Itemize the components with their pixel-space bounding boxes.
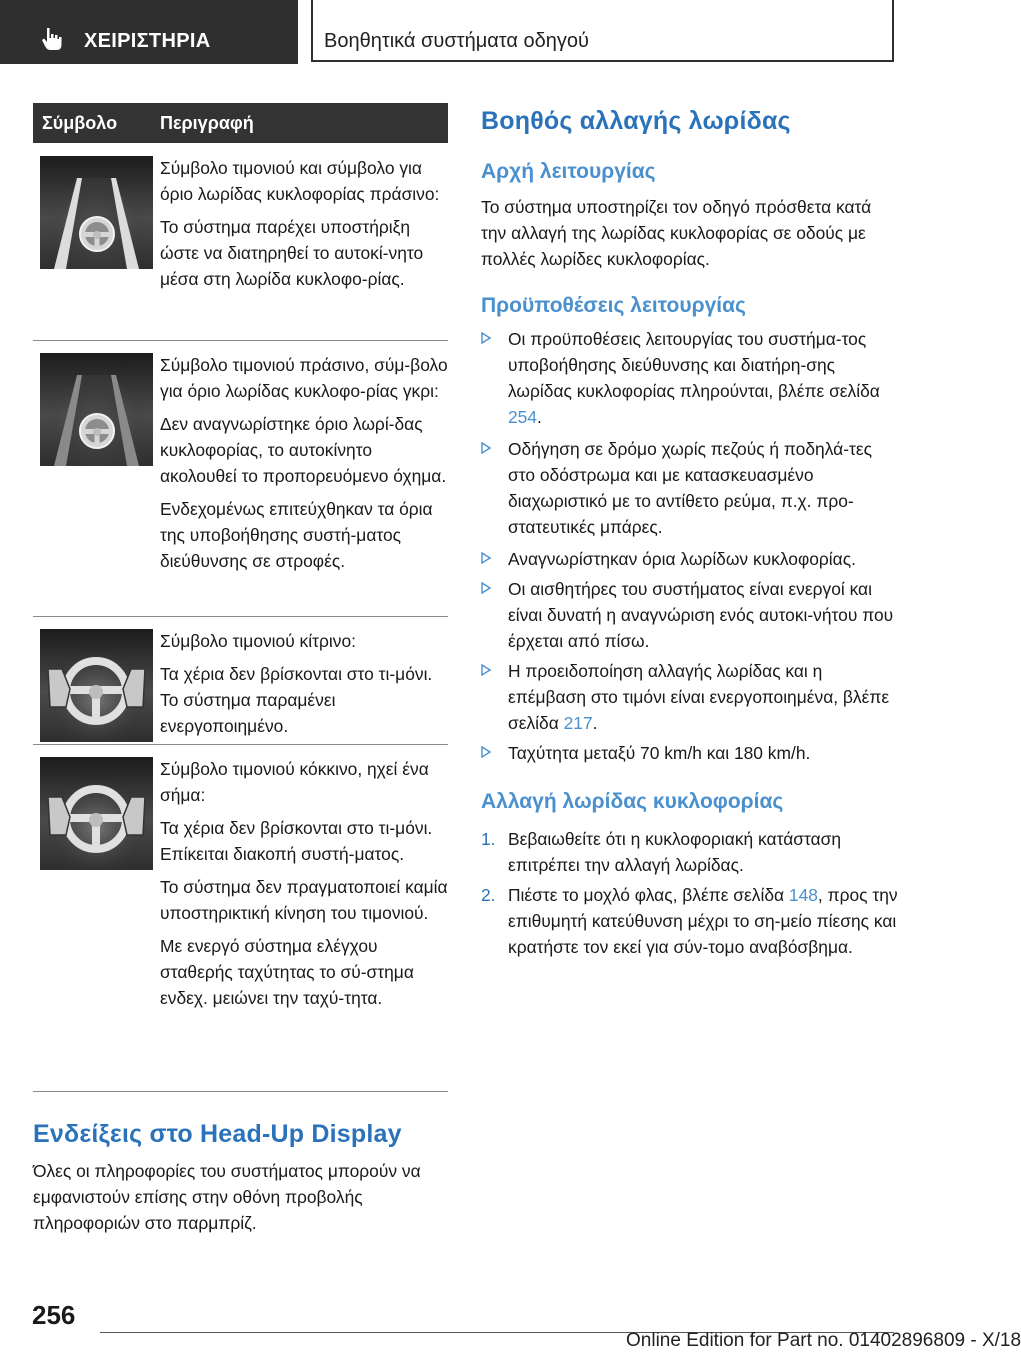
hands-on-steering-wheel-red-icon bbox=[40, 757, 153, 870]
edition-text: Online Edition for Part no. 01402896809 - X/18 bbox=[626, 1330, 1021, 1351]
bullet-triangle-icon bbox=[481, 664, 491, 676]
hand-pointer-icon bbox=[40, 26, 66, 52]
table-row bbox=[33, 340, 448, 617]
condition-text: Οδήγηση σε δρόμο χωρίς πεζούς ή ποδηλά-τες στο οδόστρωμα και με κατασκευασμένο διαχωριστικό με το αντίθετο ρεύμα, π.χ. προ-στατευτικές μπάρες. bbox=[508, 439, 872, 537]
list-item bbox=[481, 576, 901, 654]
chapter-tab[interactable] bbox=[0, 0, 298, 64]
row-text: Σύμβολο τιμονιού και σύμβολο για όριο λωρίδας κυκλοφορίας πράσινο: bbox=[160, 158, 440, 204]
condition-text: Αναγνωρίστηκαν όρια λωρίδων κυκλοφορίας. bbox=[508, 549, 856, 569]
hud-title: Ενδείξεις στο Head-Up Display bbox=[33, 1120, 402, 1148]
step-after: , προς την επιθυμητή κατεύθυνση μέχρι το ση-μείο πίεσης και κρατήστε τον εκεί για σύν-τομο αναβόσβημα. bbox=[508, 885, 898, 957]
row-text: Το σύστημα δεν πραγματοποιεί καμία υποστηρικτική κίνηση του τιμονιού. bbox=[160, 877, 448, 923]
row-text: Σύμβολο τιμονιού κίτρινο: bbox=[160, 631, 356, 651]
steering-wheel-lane-grey-icon bbox=[40, 353, 153, 466]
condition-text: Οι προϋποθέσεις λειτουργίας του συστήμα-τος υποβοήθησης διεύθυνσης και διατήρη-σης λωρίδας κυκλοφορίας πληρούνται, βλέπε σελίδα bbox=[508, 329, 880, 401]
table-row bbox=[33, 744, 448, 1092]
list-item bbox=[481, 326, 901, 430]
condition-text: Ταχύτητα μεταξύ 70 km/h και 180 km/h. bbox=[508, 743, 811, 763]
table-row bbox=[33, 143, 448, 341]
list-item bbox=[481, 658, 901, 736]
table-header bbox=[33, 103, 448, 143]
hands-on-steering-wheel-yellow-icon bbox=[40, 629, 153, 742]
chapter-title: ΧΕΙΡΙΣΤΗΡΙΑ bbox=[84, 30, 211, 52]
bullet-triangle-icon bbox=[481, 746, 491, 758]
condition-text: Οι αισθητήρες του συστήματος είναι ενεργοί και είναι δυνατή η αναγνώριση ενός αυτοκι-νήτου που έρχεται από πίσω. bbox=[508, 579, 894, 651]
row-description bbox=[160, 756, 448, 1018]
row-description bbox=[160, 628, 448, 746]
conditions-title: Προϋποθέσεις λειτουργίας bbox=[481, 294, 746, 317]
list-item bbox=[481, 546, 901, 572]
table-row bbox=[33, 616, 448, 745]
condition-after: . bbox=[537, 407, 542, 427]
bullet-triangle-icon bbox=[481, 442, 491, 454]
step-text: Πιέστε το μοχλό φλας, βλέπε σελίδα bbox=[508, 885, 789, 905]
page-number: 256 bbox=[32, 1300, 76, 1330]
column-header-description: Περιγραφή bbox=[160, 113, 254, 133]
principle-title: Αρχή λειτουργίας bbox=[481, 160, 656, 183]
row-text: Σύμβολο τιμονιού κόκκινο, ηχεί ένα σήμα: bbox=[160, 759, 429, 805]
page-link[interactable]: 217 bbox=[563, 713, 593, 733]
lane-change-title: Βοηθός αλλαγής λωρίδας bbox=[481, 107, 791, 135]
list-item bbox=[481, 436, 901, 540]
bullet-triangle-icon bbox=[481, 582, 491, 594]
row-text: Δεν αναγνωρίστηκε όριο λωρί-δας κυκλοφορίας, το αυτοκίνητο ακολουθεί το προπορευόμενο όχημα. bbox=[160, 414, 447, 486]
row-text: Ενδεχομένως επιτεύχθηκαν τα όρια της υποβοήθησης συστή-ματος διεύθυνσης σε στροφές. bbox=[160, 499, 433, 571]
principle-text: Το σύστημα υποστηρίζει τον οδηγό πρόσθετα κατά την αλλαγή της λωρίδας κυκλοφορίας σε οδούς με πολλές λωρίδες κυκλοφορίας. bbox=[481, 197, 872, 269]
step-number: 2. bbox=[481, 885, 496, 905]
change-title: Αλλαγή λωρίδας κυκλοφορίας bbox=[481, 790, 784, 813]
row-text: Τα χέρια δεν βρίσκονται στο τι-μόνι. Το σύστημα παραμένει ενεργοποιημένο. bbox=[160, 664, 433, 736]
page-link[interactable]: 254 bbox=[508, 407, 538, 427]
bullet-triangle-icon bbox=[481, 552, 491, 564]
row-text: Σύμβολο τιμονιού πράσινο, σύμ-βολο για όριο λωρίδας κυκλοφο-ρίας γκρι: bbox=[160, 355, 448, 401]
bullet-triangle-icon bbox=[481, 332, 491, 344]
step-number: 1. bbox=[481, 829, 496, 849]
row-text: Το σύστημα παρέχει υποστήριξη ώστε να διατηρηθεί το αυτοκί-νητο μέσα στη λωρίδα κυκλοφο-ρίας. bbox=[160, 217, 424, 289]
row-description bbox=[160, 155, 448, 299]
step-text: Βεβαιωθείτε ότι η κυκλοφοριακή κατάσταση επιτρέπει την αλλαγή λωρίδας. bbox=[508, 829, 842, 875]
row-description bbox=[160, 352, 448, 581]
section-title: Βοηθητικά συστήματα οδηγού bbox=[324, 30, 589, 52]
condition-text: Η προειδοποίηση αλλαγής λωρίδας και η επέμβαση στο τιμόνι είναι ενεργοποιημένα, βλέπε σελίδα bbox=[508, 661, 890, 733]
list-item bbox=[481, 740, 901, 766]
condition-after: . bbox=[592, 713, 598, 733]
list-item bbox=[481, 826, 901, 878]
steering-wheel-lane-green-icon bbox=[40, 156, 153, 269]
hud-text: Όλες οι πληροφορίες του συστήματος μπορούν να εμφανιστούν επίσης στην οθόνη προβολής πληροφοριών στο παρμπρίζ. bbox=[33, 1161, 421, 1233]
row-text: Τα χέρια δεν βρίσκονται στο τι-μόνι. Επίκειται διακοπή συστή-ματος. bbox=[160, 818, 433, 864]
row-text: Με ενεργό σύστημα ελέγχου σταθερής ταχύτητας το σύ-στημα ενδεχ. μειώνει την ταχύ-τητα. bbox=[160, 936, 414, 1008]
list-item bbox=[481, 882, 901, 960]
page-link[interactable]: 148 bbox=[788, 885, 818, 905]
column-header-symbol: Σύμβολο bbox=[42, 113, 118, 133]
